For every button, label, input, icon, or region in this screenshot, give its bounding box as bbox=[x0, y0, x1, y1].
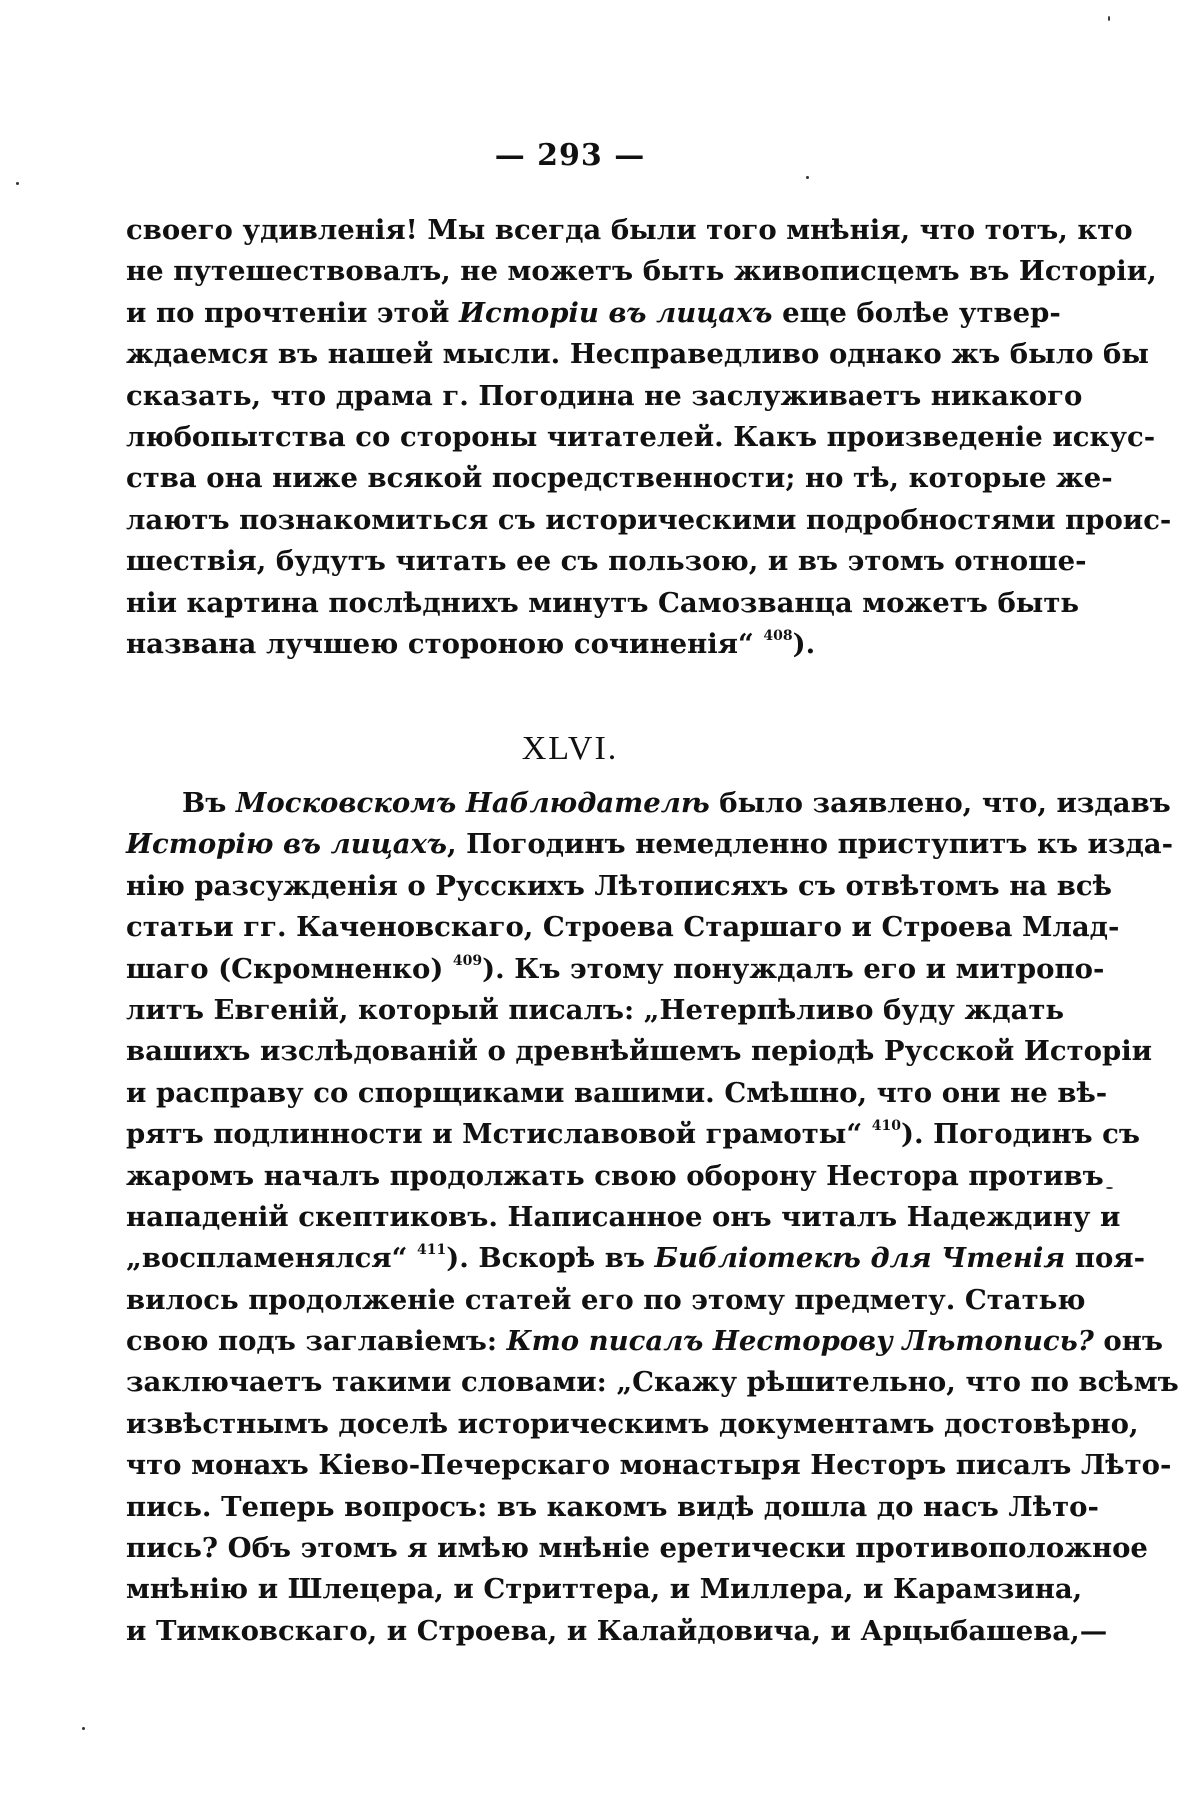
text-run: рятъ подлинности и Мстиславовой грамоты“ bbox=[126, 1118, 872, 1151]
text-run: вашихъ изслѣдованій о древнѣйшемъ періодѣ Русской Исторіи bbox=[126, 1035, 1153, 1068]
footnote-ref: 411 bbox=[417, 1242, 447, 1259]
text-run: , Погодинъ немедленно приступитъ къ изда- bbox=[447, 828, 1173, 861]
text-run: онъ bbox=[1093, 1325, 1163, 1358]
text-run: мнѣнію и Шлецера, и Стриттера, и Миллера, и Карамзина, bbox=[126, 1573, 1083, 1606]
paragraph-section-46 bbox=[126, 783, 1179, 1652]
text-run: было заявлено, что, издавъ bbox=[709, 787, 1171, 819]
text-run: что монахъ Кіево-Печерскаго монастыря Несторъ писалъ Лѣто- bbox=[126, 1449, 1172, 1482]
text-line bbox=[126, 458, 1113, 499]
text-line bbox=[126, 1487, 1099, 1528]
text-run: шествія, будутъ читать ее съ пользою, и въ этомъ отноше- bbox=[126, 545, 1087, 578]
text-run: нападеній скептиковъ. Написанное онъ читалъ Надеждину и bbox=[126, 1200, 1121, 1233]
italic-title: Библіотекѣ для Чтенія bbox=[654, 1242, 1066, 1275]
text-run: любопытства со стороны читателей. Какъ произведеніе искус- bbox=[126, 420, 1156, 453]
italic-title: Исторію въ лицахъ bbox=[126, 828, 448, 861]
text-run: шаго (Скромненко) bbox=[126, 952, 453, 985]
text-line bbox=[126, 334, 1149, 375]
text-run: еще болѣе утвер- bbox=[772, 296, 1061, 329]
text-run: ждаемся въ нашей мысли. Несправедливо однако жъ было бы bbox=[126, 338, 1149, 371]
text-run: и расправу со спорщиками вашими. Смѣшно, что они не вѣ- bbox=[126, 1076, 1108, 1109]
footnote-ref: 409 bbox=[452, 952, 483, 969]
text-line bbox=[126, 1445, 1172, 1486]
text-line bbox=[126, 624, 984, 665]
text-run: пись? Объ этомъ я имѣю мнѣніе еретически противоположное bbox=[126, 1532, 1148, 1565]
text-line bbox=[126, 1073, 1108, 1114]
text-run: литъ Евгеній, который писалъ: „Нетерпѣливо буду ждать bbox=[126, 993, 1065, 1026]
page-number: — 293 — bbox=[494, 138, 646, 173]
section-heading: XLVI. bbox=[521, 730, 619, 767]
text-run: ). Погодинъ съ bbox=[900, 1118, 1141, 1151]
text-run: не путешествовалъ, не можетъ быть живописцемъ въ Исторіи, bbox=[126, 255, 1157, 288]
text-line bbox=[126, 1528, 1148, 1569]
text-run: „воспламенялся“ bbox=[126, 1242, 418, 1275]
text-line bbox=[126, 1404, 1139, 1445]
text-run: Въ bbox=[182, 787, 236, 819]
text-run: ). bbox=[792, 627, 816, 660]
text-run: пись. Теперь вопросъ: въ какомъ видѣ дошла до насъ Лѣто- bbox=[126, 1490, 1099, 1523]
text-line bbox=[126, 1197, 1121, 1238]
text-run: ). Вскорѣ въ bbox=[446, 1242, 655, 1275]
text-line bbox=[126, 783, 1171, 824]
text-run: названа лучшею стороною сочиненія“ bbox=[126, 627, 764, 660]
print-speck bbox=[16, 182, 19, 185]
text-run: сказать, что драма г. Погодина не заслуживаетъ никакого bbox=[126, 379, 1083, 412]
text-run: жаромъ началъ продолжать свою оборону Нестора противъ bbox=[126, 1159, 1104, 1192]
print-speck bbox=[1106, 1187, 1113, 1189]
text-run: вилось продолженіе статей его по этому предмету. Статью bbox=[126, 1283, 1086, 1316]
text-run: свою подъ заглавіемъ: bbox=[126, 1325, 507, 1358]
italic-title: Кто писалъ Несторову Лѣтопись? bbox=[506, 1325, 1094, 1358]
text-line bbox=[126, 1321, 1163, 1362]
text-line bbox=[126, 541, 1087, 582]
italic-title: Исторіи въ лицахъ bbox=[459, 296, 773, 329]
text-line bbox=[126, 1362, 1179, 1403]
text-run: ства она ниже всякой посредственности; но тѣ, которые же- bbox=[126, 462, 1113, 495]
text-line bbox=[126, 293, 1061, 334]
text-line bbox=[126, 990, 1065, 1031]
text-run: заключаетъ такими словами: „Скажу рѣшительно, что по всѣмъ bbox=[126, 1366, 1179, 1399]
text-line bbox=[126, 251, 1157, 292]
footnote-ref: 408 bbox=[763, 627, 793, 644]
text-line bbox=[126, 500, 1172, 541]
text-line bbox=[126, 1611, 1108, 1652]
text-run: нію разсужденія о Русскихъ Лѣтописяхъ съ отвѣтомъ на всѣ bbox=[126, 869, 1112, 902]
print-speck bbox=[806, 176, 809, 179]
text-line bbox=[126, 417, 1156, 458]
text-run: и по прочтеніи этой bbox=[126, 296, 460, 329]
text-line bbox=[126, 1031, 1153, 1072]
text-run: поя- bbox=[1065, 1242, 1146, 1275]
text-line bbox=[126, 824, 1173, 865]
text-run: своего удивленія! Мы всегда были того мнѣнія, что тотъ, кто bbox=[126, 214, 1133, 246]
text-line bbox=[126, 1114, 1141, 1155]
text-run: ніи картина послѣднихъ минутъ Самозванца можетъ быть bbox=[126, 586, 1080, 619]
footnote-ref: 410 bbox=[871, 1118, 901, 1135]
text-line bbox=[126, 907, 1120, 948]
paragraph-continuation bbox=[126, 210, 1172, 665]
print-speck bbox=[1108, 16, 1110, 21]
text-line bbox=[126, 866, 1112, 907]
text-line bbox=[126, 1238, 1146, 1279]
text-run: лаютъ познакомиться съ историческими подробностями проис- bbox=[126, 503, 1172, 536]
text-line bbox=[126, 1569, 1083, 1610]
italic-title: Московскомъ Наблюдателѣ bbox=[235, 787, 710, 819]
text-run: и Тимковскаго, и Строева, и Калайдовича, и Арцыбашева,— bbox=[126, 1614, 1108, 1647]
text-line bbox=[126, 1280, 1086, 1321]
print-speck bbox=[82, 1727, 85, 1730]
text-run: извѣстнымъ доселѣ историческимъ документамъ достовѣрно, bbox=[126, 1407, 1139, 1440]
text-line bbox=[126, 210, 1133, 251]
text-run: статьи гг. Каченовскаго, Строева Старшаго и Строева Млад- bbox=[126, 911, 1120, 944]
text-run: ). Къ этому понуждалъ его и митропо- bbox=[482, 952, 1105, 985]
text-line bbox=[126, 376, 1083, 417]
text-line bbox=[126, 583, 1080, 624]
text-line bbox=[126, 1156, 1104, 1197]
text-line bbox=[126, 949, 1105, 990]
